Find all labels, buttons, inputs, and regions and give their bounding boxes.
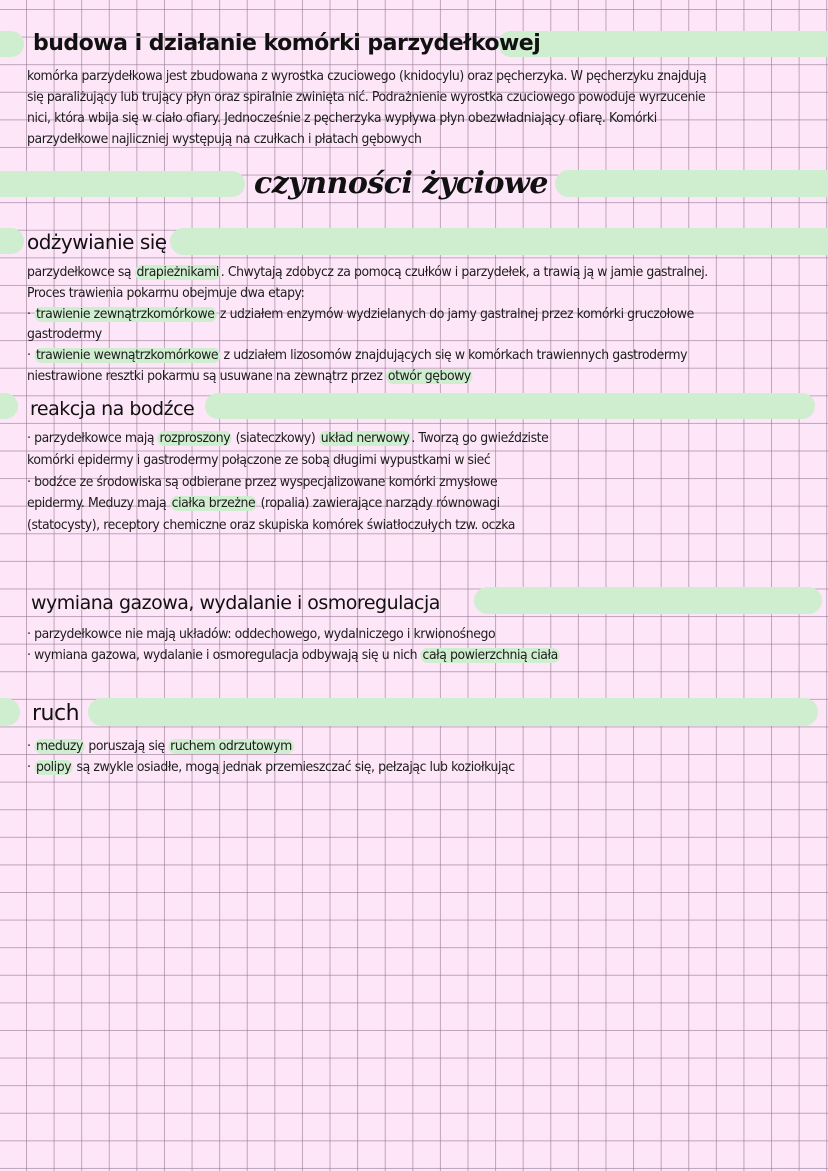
text: . Chwytają zdobycz za pomocą czułków i parzydełek, a trawią ją w jamie gastralnej.	[220, 265, 708, 280]
highlighted-term: trawienie wewnątrzkomórkowe	[35, 348, 219, 363]
section-heading-ruch: ruch	[32, 701, 80, 726]
text: (ropalia) zawierające narządy równowagi	[257, 496, 500, 511]
highlighted-term: układ nerwowy	[320, 431, 410, 446]
highlighted-term: ciałka brzeżne	[171, 496, 256, 511]
paragraph-line	[27, 263, 708, 284]
text: · parzydełkowce mają	[27, 431, 158, 446]
paragraph-line: · bodźce ze środowiska są odbierane przez wyspecjalizowane komórki zmysłowe	[27, 475, 498, 490]
paragraph-line	[27, 346, 687, 367]
highlighted-term: otwór gębowy	[387, 369, 471, 384]
highlight-pill-right	[474, 587, 822, 614]
text: epidermy. Meduzy mają	[27, 496, 170, 511]
text: . Tworzą go gwieździste	[411, 431, 549, 446]
paragraph-line	[27, 646, 560, 667]
paragraph-line: nici, która wbija się w ciało ofiary. Jednocześnie z pęcherzyka wypływa płyn obezwładniający ofiarę. Komórki	[27, 111, 657, 126]
section-heading-budowa: budowa i działanie komórki parzydełkowej	[33, 31, 541, 56]
highlighted-term: rozproszony	[159, 431, 231, 446]
highlight-pill-right	[498, 31, 828, 57]
highlighted-term: polipy	[35, 760, 72, 775]
paragraph-line	[27, 758, 515, 779]
paragraph-line: parzydełkowe najliczniej występują na czułkach i płatach gębowych	[27, 132, 422, 147]
section-heading-reakcja: reakcja na bodźce	[30, 398, 195, 420]
paragraph-line	[27, 494, 500, 515]
paragraph-line: się paraliżujący lub trujący płyn oraz spiralnie zwinięta nić. Podrażnienie wyrostka czuciowego powoduje wyrzucenie	[27, 90, 706, 105]
highlighted-term: drapieżnikami	[136, 265, 219, 280]
bullet: ·	[27, 348, 35, 363]
title-pill-left	[0, 171, 245, 197]
bullet: ·	[27, 760, 35, 775]
section-heading-odzywianie: odżywianie się	[27, 230, 167, 254]
paragraph-line: Proces trawienia pokarmu obejmuje dwa etapy:	[27, 286, 305, 301]
bullet: ·	[27, 307, 35, 322]
section-heading-wymiana: wymiana gazowa, wydalanie i osmoregulacja	[31, 592, 440, 614]
paragraph-line	[27, 305, 694, 326]
bullet: ·	[27, 739, 35, 754]
text: niestrawione resztki pokarmu są usuwane na zewnątrz przez	[27, 369, 387, 384]
highlighted-term: meduzy	[35, 739, 83, 754]
text: (siateczkowy)	[232, 431, 319, 446]
highlighted-term: ruchem odrzutowym	[170, 739, 292, 754]
page-title: czynności życiowe	[254, 166, 548, 201]
highlight-pill-right	[205, 393, 815, 419]
highlight-pill-left	[0, 31, 24, 57]
paragraph-line: gastrodermy	[27, 327, 102, 342]
text: parzydełkowce są	[27, 265, 135, 280]
text: poruszają się	[84, 739, 169, 754]
text: z udziałem lizosomów znajdujących się w komórkach trawiennych gastrodermy	[220, 348, 688, 363]
title-pill-right	[555, 170, 828, 197]
highlight-pill-left	[0, 393, 18, 419]
text: z udziałem enzymów wydzielanych do jamy gastralnej przez komórki gruczołowe	[216, 307, 694, 322]
highlighted-term: całą powierzchnią ciała	[422, 648, 558, 663]
paragraph-line: komórka parzydełkowa jest zbudowana z wyrostka czuciowego (knidocylu) oraz pęcherzyka. W pęcherzyku znajdują	[27, 69, 707, 84]
highlight-pill-right	[170, 228, 828, 255]
text: są zwykle osiadłe, mogą jednak przemieszczać się, pełzając lub koziołkując	[73, 760, 515, 775]
highlight-pill-left	[0, 698, 20, 726]
paragraph-line	[27, 429, 548, 450]
paragraph-line: komórki epidermy i gastrodermy połączone ze sobą długimi wypustkami w sieć	[27, 453, 491, 468]
paragraph-line	[27, 737, 294, 758]
paragraph-line: (statocysty), receptory chemiczne oraz skupiska komórek światłoczułych tzw. oczka	[27, 518, 515, 533]
text: · wymiana gazowa, wydalanie i osmoregulacja odbywają się u nich	[27, 648, 421, 663]
paragraph-line	[27, 367, 473, 388]
highlighted-term: trawienie zewnątrzkomórkowe	[35, 307, 215, 322]
highlight-pill-left	[0, 228, 24, 254]
highlight-pill-right	[88, 698, 818, 726]
paragraph-line: · parzydełkowce nie mają układów: oddechowego, wydalniczego i krwionośnego	[27, 627, 496, 642]
